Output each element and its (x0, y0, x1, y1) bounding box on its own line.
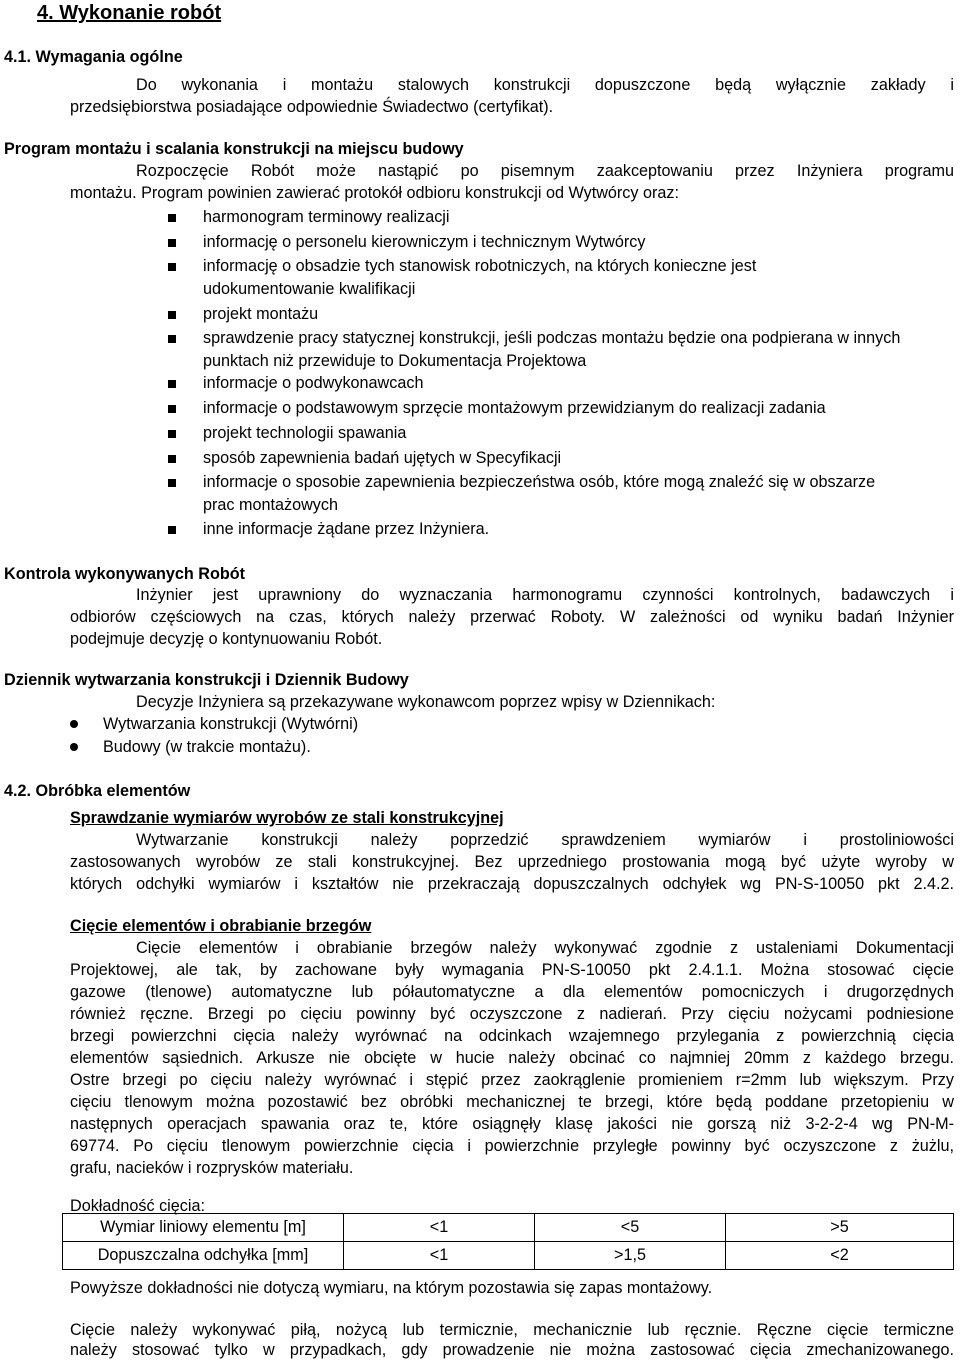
paragraph-line: cięciu tlenowym można pozostawić bez obróbki mechanicznej te brzegi, które będą poddane przetopieniu w (70, 1093, 954, 1111)
list-item: projekt technologii spawania (168, 422, 953, 445)
bullet-dot-icon (70, 720, 78, 728)
square-bullet-icon (168, 479, 176, 487)
dokladnosc-note: Powyższe dokładności nie dotyczą wymiaru, na którym pozostawia się zapas montażowy. (70, 1279, 713, 1297)
square-bullet-icon (168, 311, 176, 319)
table-cell: Dopuszczalna odchyłka [mm] (63, 1242, 344, 1270)
paragraph-line: Cięcie należy wykonywać piłą, nożycą lub termicznie, mechanicznie lub ręcznie. Ręczne cięcie termiczne (70, 1321, 954, 1339)
list-item: Wytwarzania konstrukcji (Wytwórni) (70, 713, 358, 736)
table-cell: <5 (535, 1214, 726, 1242)
list-item: Budowy (w trakcie montażu). (70, 736, 311, 759)
table-cell: <2 (726, 1242, 954, 1270)
paragraph-line: gazowe (tlenowe) automatyczne lub półautomatyczne a dla elementów pomocniczych i drugorzędnych (70, 983, 954, 1001)
list-item: inne informacje żądane przez Inżyniera. (168, 518, 953, 541)
list-item: informacje o podwykonawcach (168, 372, 953, 395)
paragraph-line: Do wykonania i montażu stalowych konstrukcji dopuszczone będą wyłącznie zakłady i (136, 76, 954, 94)
paragraph-line: grafu, nacieków i rozprysków materiału. (70, 1159, 354, 1177)
table-row (63, 1214, 954, 1242)
square-bullet-icon (168, 526, 176, 534)
paragraph-line: Cięcie elementów i obrabianie brzegów należy wykonywać zgodnie z ustaleniami Dokumentacji (136, 939, 954, 957)
program-heading: Program montażu i scalania konstrukcji na miejscu budowy (4, 140, 464, 158)
paragraph-line: Decyzje Inżyniera są przekazywane wykonawcom poprzez wpisy w Dziennikach: (136, 693, 716, 711)
section-title: 4. Wykonanie robót (37, 2, 222, 24)
dokladnosc-label: Dokładność cięcia: (70, 1197, 205, 1215)
square-bullet-icon (168, 455, 176, 463)
list-item: harmonogram terminowy realizacji (168, 206, 953, 229)
kontrola-heading: Kontrola wykonywanych Robót (4, 565, 246, 583)
paragraph-line: Inżynier jest uprawniony do wyznaczania harmonogramu czynności kontrolnych, badawczych i (136, 586, 954, 604)
bullet-dot-icon (70, 743, 78, 751)
subsection-heading-4-2: 4.2. Obróbka elementów (4, 782, 191, 800)
list-item: informacje o sposobie zapewnienia bezpieczeństwa osób, które mogą znaleźć się w obszarze prac montażowych (168, 471, 903, 516)
paragraph-line: Wytwarzanie konstrukcji należy poprzedzić sprawdzeniem wymiarów i prostoliniowości (136, 831, 954, 849)
table-cell: <1 (344, 1214, 535, 1242)
paragraph-line: 69774. Po cięciu tlenowym powierzchnie cięcia i powierzchnie przyległe powinny być oczyszczone z żużlu, (70, 1137, 954, 1155)
square-bullet-icon (168, 263, 176, 271)
paragraph-line: Projektowej, ale tak, by zachowane były wymagania PN-S-10050 pkt 2.4.1.1. Można stosować cięcie (70, 961, 954, 979)
list-item: projekt montażu (168, 303, 953, 326)
list-item: informacje o podstawowym sprzęcie montażowym przewidzianym do realizacji zadania (168, 397, 953, 420)
table-cell: <1 (344, 1242, 535, 1270)
table-cell: >5 (726, 1214, 954, 1242)
paragraph-line: podejmuje decyzję o kontynuowaniu Robót. (70, 630, 383, 648)
square-bullet-icon (168, 405, 176, 413)
square-bullet-icon (168, 380, 176, 388)
paragraph-line: których odchyłki wymiarów i kształtów nie przekraczają dopuszczalnych odchyłek wg PN-S-10050 pkt 2.4.2. (70, 875, 954, 893)
paragraph-line: odbiorów częściowych na czas, których należy przerwać Roboty. W zależności od wyniku badań Inżynier (70, 608, 954, 626)
table-row (63, 1242, 954, 1270)
paragraph-line: również ręczne. Brzegi po cięciu powinny być oczyszczone z nadierań. Przy cięciu nożycami podniesione (70, 1005, 954, 1023)
paragraph-line: Rozpoczęcie Robót może nastąpić po pisemnym zaakceptowaniu przez Inżyniera programu (136, 162, 954, 180)
ciecie-heading: Cięcie elementów i obrabianie brzegów (70, 917, 372, 935)
accuracy-table (62, 1213, 954, 1270)
list-item: sprawdzenie pracy statycznej konstrukcji, jeśli podczas montażu będzie ona podpierana w innych punktach niż przewiduje to Dokumentacja Projektowa (168, 327, 956, 372)
list-item: informację o obsadzie tych stanowisk robotniczych, na których konieczne jest udokumentowanie kwalifikacji (168, 255, 858, 300)
table-cell: >1,5 (535, 1242, 726, 1270)
paragraph-line: przedsiębiorstwa posiadające odpowiednie Świadectwo (certyfikat). (70, 98, 554, 116)
table-cell: Wymiar liniowy elementu [m] (63, 1214, 344, 1242)
paragraph-line: brzegi powierzchni cięcia należy wyrównać na odcinkach wzajemnego przylegania z powierzchnią cięcia (70, 1027, 954, 1045)
square-bullet-icon (168, 335, 176, 343)
paragraph-line: Ostre brzegi po cięciu należy wyrównać i stępić przez zaokrąglenie promieniem r=2mm lub większym. Przy (70, 1071, 954, 1089)
square-bullet-icon (168, 214, 176, 222)
subsection-heading-4-1: 4.1. Wymagania ogólne (4, 48, 183, 66)
paragraph-line: następnych operacjach spawania oraz te, które osiągnęły klasę jakości nie gorszą niż 3-2-2-4 wg PN-M- (70, 1115, 954, 1133)
sprawdzanie-heading: Sprawdzanie wymiarów wyrobów ze stali konstrukcyjnej (70, 809, 504, 827)
list-item: sposób zapewnienia badań ujętych w Specyfikacji (168, 447, 953, 470)
paragraph-line: zastosowanych wyrobów ze stali konstrukcyjnej. Bez uprzedniego prostowania mogą być użyte wyroby w (70, 853, 954, 871)
paragraph-line: należy stosować tylko w przypadkach, gdy prowadzenie nie można zastosować cięcia zmechanizowanego. (70, 1341, 954, 1359)
paragraph-line: elementów sąsiednich. Arkusze nie obcięte w hucie należy obcinać co najmniej 20mm z każdego brzegu. (70, 1049, 954, 1067)
dziennik-heading: Dziennik wytwarzania konstrukcji i Dziennik Budowy (4, 671, 409, 689)
paragraph-line: montażu. Program powinien zawierać protokół odbioru konstrukcji od Wytwórcy oraz: (70, 184, 679, 202)
square-bullet-icon (168, 430, 176, 438)
square-bullet-icon (168, 239, 176, 247)
list-item: informację o personelu kierowniczym i technicznym Wytwórcy (168, 231, 953, 254)
